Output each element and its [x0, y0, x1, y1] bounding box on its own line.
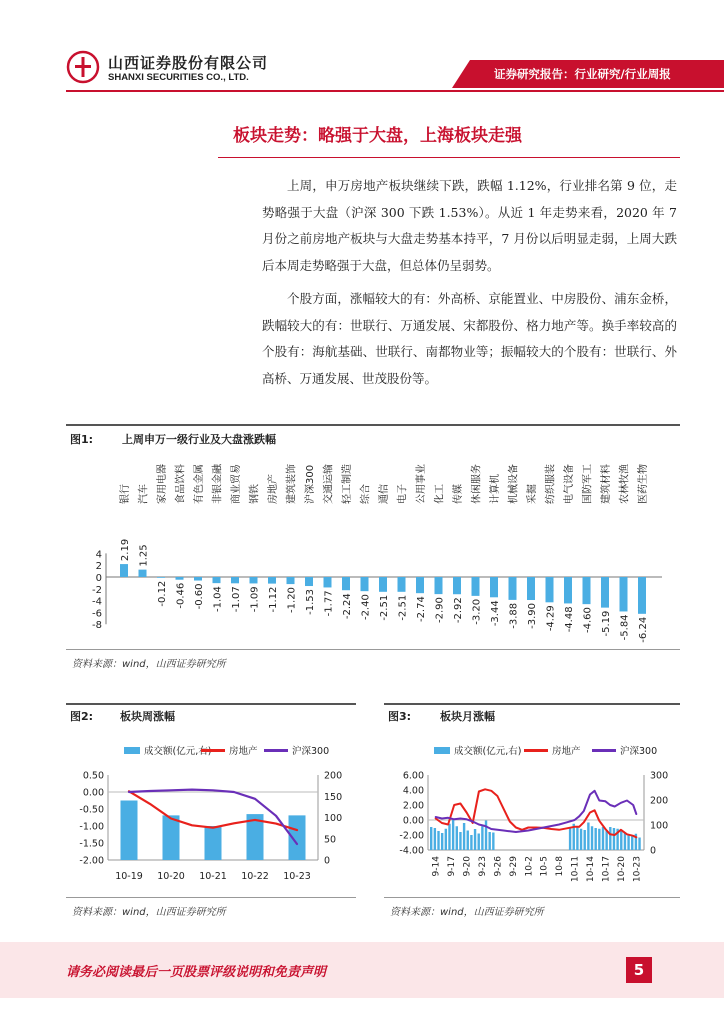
value-label: -2.90 — [434, 597, 446, 623]
bar-通信 — [379, 577, 387, 592]
volume-bar — [481, 826, 483, 850]
right-tick-label: 100 — [650, 820, 669, 832]
y-tick-label: 0 — [95, 573, 102, 584]
value-label: 2.19 — [120, 538, 131, 562]
value-label: -3.20 — [471, 598, 483, 625]
value-label: -2.74 — [416, 596, 427, 623]
section-divider — [218, 157, 680, 158]
volume-bar — [620, 831, 622, 850]
legend-label: 房地产 — [229, 746, 258, 757]
x-tick-label: 10-14 — [586, 856, 596, 883]
category-label: 汽车 — [138, 484, 150, 504]
bar-电气设备 — [564, 577, 572, 603]
value-label: -1.07 — [231, 586, 242, 613]
left-tick-label: 4.00 — [402, 785, 424, 797]
volume-bar — [456, 826, 458, 850]
x-tick-label: 10-2 — [524, 856, 535, 877]
company-name-en: SHANXI SECURITIES CO., LTD. — [108, 72, 249, 83]
y-tick-label: -6 — [92, 608, 102, 620]
legend-label: 成交额(亿元,右) — [144, 746, 212, 757]
x-tick-label: 9-29 — [508, 856, 519, 877]
bar-公用事业 — [416, 577, 424, 593]
x-tick-label: 9-14 — [431, 856, 442, 877]
category-label: 机械设备 — [508, 464, 520, 504]
category-label: 医药生物 — [638, 464, 649, 504]
volume-bar — [576, 827, 578, 850]
value-label: -3.90 — [527, 603, 538, 629]
line-real-estate — [129, 791, 297, 830]
value-label: -1.09 — [249, 586, 261, 613]
left-tick-label: 0.00 — [82, 787, 104, 799]
y-tick-label: 2 — [95, 561, 102, 573]
value-label: -4.48 — [564, 606, 575, 633]
figure3-chart — [384, 734, 680, 890]
category-label: 家用电器 — [157, 464, 168, 504]
x-tick-label: 9-26 — [493, 856, 504, 877]
bar-有色金属 — [194, 577, 202, 581]
x-tick-label: 10-5 — [539, 856, 550, 877]
bar-沪深300 — [305, 577, 313, 586]
volume-bar — [492, 833, 494, 851]
bar-医药生物 — [638, 577, 646, 614]
figure1-label: 图1: — [70, 433, 94, 446]
volume-bar — [437, 831, 439, 850]
bar-机械设备 — [509, 577, 517, 600]
bar-综合 — [361, 577, 369, 591]
bar-纺织服装 — [546, 577, 554, 602]
company-name-cn: 山西证券股份有限公司 — [108, 54, 269, 72]
bar-计算机 — [490, 577, 498, 597]
volume-bar — [467, 831, 469, 851]
x-tick-label: 10-11 — [570, 856, 581, 883]
volume-bar — [459, 832, 461, 850]
volume-bar — [594, 828, 596, 850]
bar-农林牧渔 — [620, 577, 628, 611]
category-label: 有色金属 — [194, 464, 205, 504]
x-tick-label: 10-22 — [241, 871, 269, 882]
volume-bar — [591, 826, 593, 850]
category-label: 通信 — [379, 484, 390, 504]
bar-商业贸易 — [231, 577, 239, 583]
x-tick-label: 10-20 — [616, 856, 627, 883]
legend-label: 成交额(亿元,右) — [454, 746, 522, 757]
x-tick-label: 9-17 — [447, 856, 458, 877]
value-label: -0.60 — [194, 583, 205, 610]
left-tick-label: -1.50 — [79, 838, 104, 850]
figure2-title: 板块周涨幅 — [120, 710, 175, 723]
value-label: -5.19 — [601, 610, 612, 637]
figure3-label: 图3: — [388, 710, 412, 723]
category-label: 非银金融 — [212, 464, 224, 504]
bar-化工 — [435, 577, 443, 594]
category-label: 传媒 — [453, 484, 464, 504]
value-label: -2.51 — [397, 594, 409, 621]
category-label: 沪深300 — [305, 464, 316, 504]
figure1-bottom-rule — [66, 649, 680, 650]
x-tick-label: 9-20 — [462, 856, 473, 877]
volume-bar — [627, 835, 629, 850]
category-label: 交通运输 — [323, 464, 335, 504]
value-label: -2.24 — [342, 593, 353, 620]
value-label: -4.29 — [545, 605, 557, 632]
figure3-top-rule — [384, 703, 680, 705]
y-tick-label: -8 — [92, 620, 102, 632]
category-label: 钢铁 — [249, 484, 261, 504]
category-label: 国防军工 — [582, 464, 594, 504]
figure2-top-rule — [66, 703, 356, 705]
x-tick-label: 10-17 — [601, 856, 612, 883]
category-label: 公用事业 — [416, 464, 427, 504]
volume-bar — [163, 815, 180, 860]
left-tick-label: -1.00 — [79, 821, 104, 833]
value-label: -4.60 — [582, 607, 594, 634]
paragraph-2: 个股方面，涨幅较大的有：外高桥、京能置业、中房股份、浦东金桥，跌幅较大的有：世联行、万通发展、宋都股份、格力地产等。换手率较高的个股有：海航基础、世联行、南都物业等；振幅较大的个股有：世联行、外高桥、万通发展、世茂股份等。 — [262, 291, 677, 386]
value-label: -0.12 — [157, 580, 168, 607]
right-tick-label: 50 — [324, 834, 337, 846]
category-label: 农林牧渔 — [619, 464, 631, 504]
volume-bar — [463, 823, 465, 850]
category-label: 电气设备 — [564, 464, 575, 504]
volume-bar — [474, 829, 476, 850]
left-tick-label: -4.00 — [399, 845, 424, 857]
bar-休闲服务 — [472, 577, 480, 596]
bar-电子 — [398, 577, 406, 592]
value-label: -3.88 — [508, 602, 520, 629]
legend-label: 沪深300 — [292, 746, 330, 757]
category-label: 电子 — [397, 484, 409, 504]
right-tick-label: 150 — [324, 791, 343, 803]
legend-bar-swatch — [124, 747, 140, 754]
value-label: -2.40 — [360, 594, 372, 621]
volume-bar — [569, 828, 571, 850]
figure2-bottom-rule — [66, 897, 356, 898]
value-label: -5.84 — [619, 614, 631, 641]
category-label: 商业贸易 — [231, 464, 242, 504]
category-label: 房地产 — [268, 474, 279, 504]
right-tick-label: 0 — [650, 845, 657, 857]
volume-bar — [445, 829, 447, 850]
volume-bar — [609, 827, 611, 850]
figure1-title: 上周申万一级行业及大盘涨跌幅 — [122, 433, 276, 446]
value-label: -3.44 — [490, 600, 501, 627]
x-tick-label: 10-8 — [555, 856, 566, 877]
bar-国防军工 — [583, 577, 591, 604]
volume-bar — [598, 829, 600, 850]
right-tick-label: 100 — [324, 813, 343, 824]
category-label: 采掘 — [527, 484, 538, 504]
section-title: 板块走势：略强于大盘，上海板块走强 — [233, 126, 522, 146]
left-tick-label: -0.50 — [79, 804, 104, 816]
left-tick-label: 6.00 — [402, 770, 424, 782]
volume-bar — [470, 835, 472, 850]
bar-房地产 — [268, 577, 276, 584]
bar-汽车 — [139, 570, 147, 577]
category-label: 休闲服务 — [471, 464, 483, 504]
header-divider — [66, 90, 724, 92]
volume-bar — [587, 823, 589, 851]
bar-采掘 — [527, 577, 535, 600]
x-tick-label: 10-23 — [632, 856, 643, 883]
volume-bar — [584, 830, 586, 850]
figure3-bottom-rule — [384, 897, 680, 898]
figure2-label: 图2: — [70, 710, 94, 723]
value-label: -2.92 — [453, 597, 464, 624]
value-label: -1.12 — [268, 586, 279, 613]
left-tick-label: -2.00 — [399, 830, 424, 842]
y-tick-label: -2 — [92, 584, 102, 596]
volume-bar — [434, 828, 436, 850]
category-label: 建筑材料 — [601, 464, 612, 504]
y-tick-label: 4 — [95, 549, 102, 561]
value-label: -1.53 — [305, 589, 316, 615]
value-label: -6.24 — [638, 616, 649, 643]
y-tick-label: -4 — [92, 596, 102, 608]
volume-bar — [205, 826, 222, 860]
x-tick-label: 10-19 — [115, 871, 143, 882]
volume-bar — [441, 833, 443, 850]
x-tick-label: 10-21 — [199, 871, 227, 882]
volume-bar — [478, 834, 480, 851]
category-label: 计算机 — [490, 474, 501, 504]
left-tick-label: 0.50 — [82, 770, 104, 782]
right-tick-label: 200 — [324, 770, 343, 782]
volume-bar — [602, 827, 604, 850]
category-label: 化工 — [434, 484, 446, 504]
bar-非银金融 — [213, 577, 221, 583]
bar-食品饮料 — [176, 577, 184, 580]
figure1-top-rule — [66, 424, 680, 426]
legend-label: 沪深300 — [620, 746, 658, 757]
right-tick-label: 0 — [324, 855, 331, 867]
bar-建筑装饰 — [287, 577, 295, 584]
line-real-estate — [436, 789, 637, 837]
report-type-bar: 证券研究报告：行业研究/行业周报 — [470, 60, 724, 88]
volume-bar — [485, 821, 487, 851]
category-label: 综合 — [360, 484, 372, 504]
category-label: 纺织服装 — [545, 464, 557, 504]
right-tick-label: 300 — [650, 770, 669, 782]
page-number: 5 — [626, 957, 652, 983]
figure3-title: 板块月涨幅 — [440, 710, 495, 723]
footer-disclaimer: 请务必阅读最后一页股票评级说明和免责声明 — [66, 965, 327, 980]
x-tick-label: 9-23 — [478, 856, 488, 877]
volume-bar — [488, 832, 490, 850]
value-label: -1.77 — [323, 590, 335, 617]
category-label: 食品饮料 — [175, 464, 187, 504]
volume-bar — [613, 828, 615, 850]
bar-银行 — [120, 564, 128, 577]
category-label: 轻工制造 — [342, 464, 353, 504]
volume-bar — [605, 830, 607, 850]
x-tick-label: 10-20 — [157, 871, 185, 882]
legend-label: 房地产 — [552, 746, 581, 757]
left-tick-label: 0.00 — [402, 815, 424, 827]
value-label: -2.51 — [379, 594, 390, 621]
figure1-source: 资料来源：wind，山西证券研究所 — [72, 659, 226, 670]
value-label: 1.25 — [138, 544, 150, 567]
volume-bar — [452, 820, 454, 850]
right-tick-label: 200 — [650, 795, 669, 807]
figure2-chart — [66, 734, 356, 890]
company-logo — [66, 50, 100, 84]
figure1-chart — [66, 446, 680, 646]
volume-bar — [624, 833, 626, 851]
volume-bar — [121, 801, 138, 861]
bar-交通运输 — [324, 577, 332, 587]
bar-建筑材料 — [601, 577, 609, 608]
paragraph-1: 上周，申万房地产板块继续下跌，跌幅 1.12%，行业排名第 9 位，走势略强于大盘（沪深 300 下跌 1.53%）。从近 1 年走势来看，2020 年 7 月份之前房地产板块与大盘走势基本持平，7 月份以后明显走弱，上周大跌后本周走势略强于大盘，但总体仍呈弱势。 — [262, 178, 677, 273]
x-tick-label: 10-23 — [283, 871, 311, 882]
bar-家用电器 — [157, 577, 165, 578]
bar-钢铁 — [250, 577, 258, 583]
volume-bar — [580, 829, 582, 850]
volume-bar — [448, 824, 450, 850]
volume-bar — [631, 836, 633, 850]
value-label: -1.20 — [286, 587, 298, 613]
bar-轻工制造 — [342, 577, 350, 590]
value-label: -1.04 — [212, 586, 224, 613]
volume-bar — [430, 827, 432, 850]
report-type-bar-cap — [452, 60, 470, 88]
left-tick-label: 2.00 — [402, 800, 424, 812]
figure3-source: 资料来源：wind，山西证券研究所 — [390, 907, 544, 918]
category-label: 建筑装饰 — [286, 464, 298, 504]
figure2-source: 资料来源：wind，山西证券研究所 — [72, 907, 226, 918]
volume-bar — [638, 838, 640, 851]
legend-bar-swatch — [434, 747, 450, 754]
left-tick-label: -2.00 — [79, 855, 104, 867]
value-label: -0.46 — [175, 582, 187, 609]
category-label: 银行 — [120, 484, 131, 504]
bar-传媒 — [453, 577, 461, 594]
